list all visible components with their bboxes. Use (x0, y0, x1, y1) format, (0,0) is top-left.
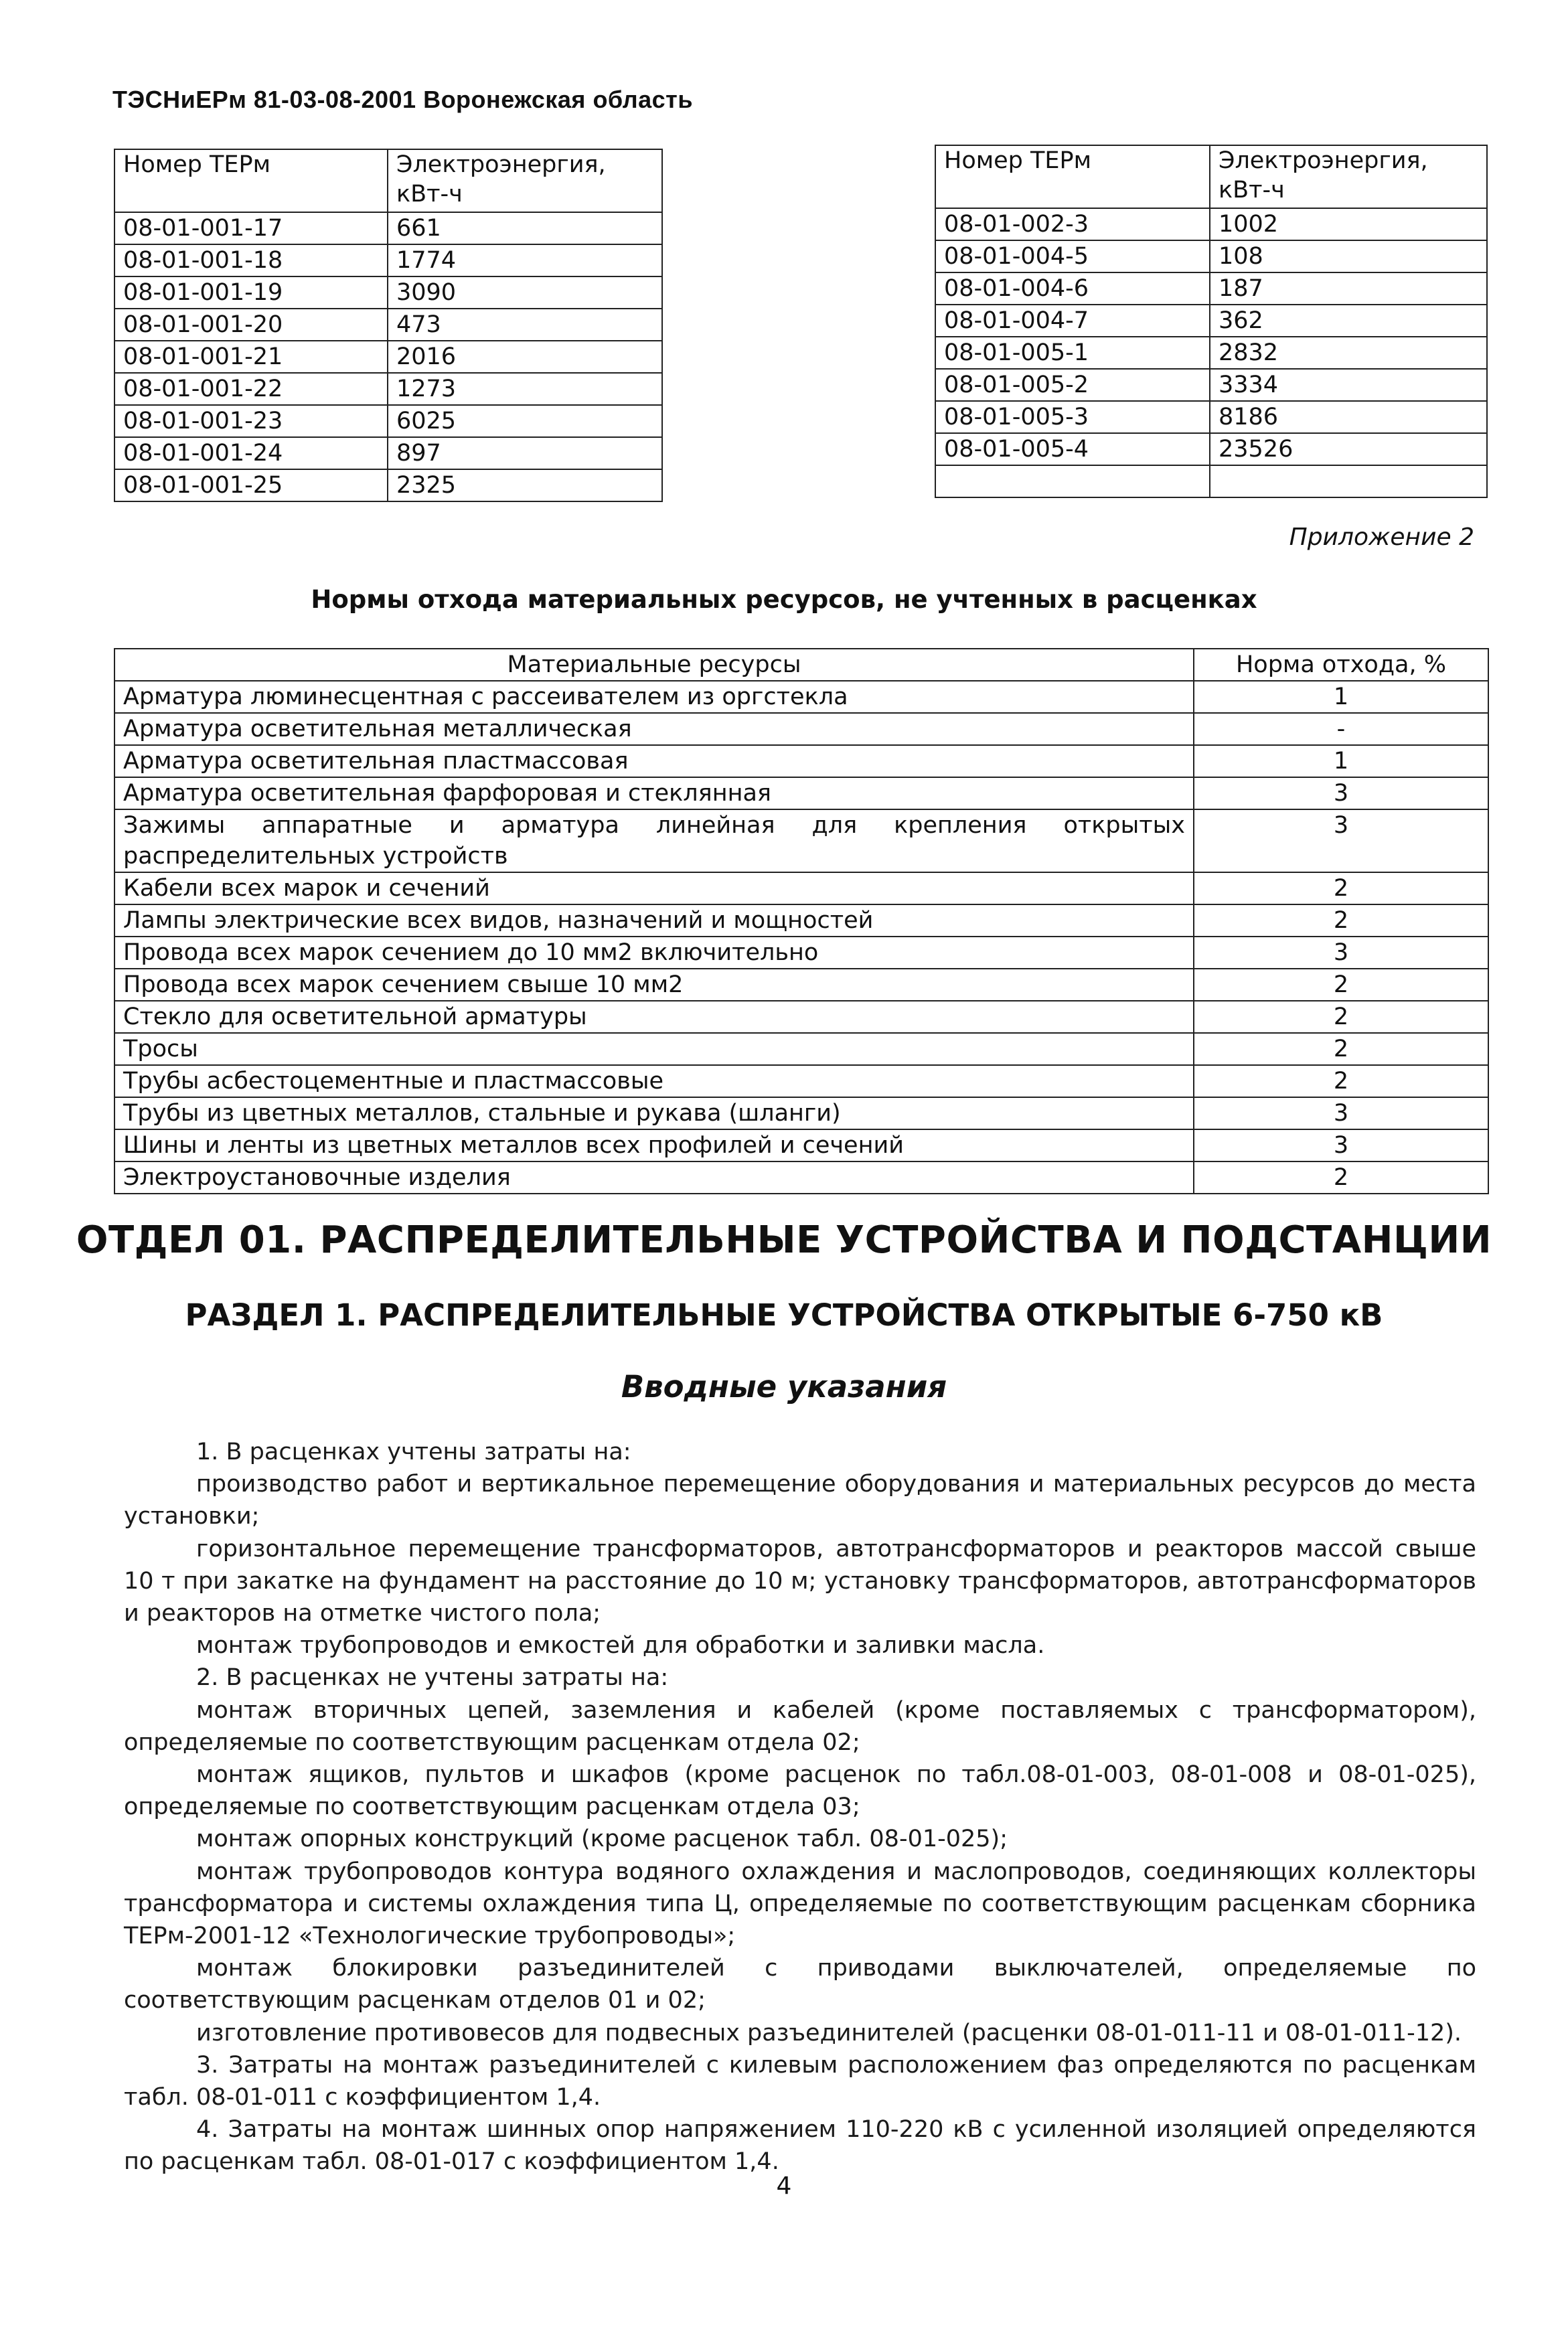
paragraph: производство работ и вертикальное перемещение оборудования и материальных ресурсов до места установки; (124, 1471, 1476, 1530)
norm-value: 2 (1194, 969, 1488, 1001)
table-row (114, 1129, 1488, 1161)
energy-value: 3334 (1210, 369, 1487, 401)
section-heading: РАЗДЕЛ 1. РАСПРЕДЕЛИТЕЛЬНЫЕ УСТРОЙСТВА ОТКРЫТЫЕ 6-750 кВ (185, 1297, 1383, 1333)
resource-name: Кабели всех марок и сечений (114, 872, 1194, 904)
term-code: 08-01-001-18 (114, 244, 388, 276)
term-code: 08-01-001-21 (114, 341, 388, 373)
table-row (114, 1001, 1488, 1033)
table-row (114, 469, 662, 501)
table-row (114, 777, 1488, 809)
paragraph: 1. В расценках учтены затраты на: (196, 1439, 631, 1465)
norm-value: 2 (1194, 1001, 1488, 1033)
table-row (114, 1065, 1488, 1097)
paragraph: монтаж трубопроводов контура водяного охлаждения и маслопроводов, соединяющих коллекторы трансформатора и системы охлаждения типа Ц, определяемые по соответствующим расценкам сборника ТЕРм-2001-12 «Технологические трубопроводы»; (124, 1858, 1476, 1950)
paragraph: 2. В расценках не учтены затраты на: (196, 1664, 669, 1692)
resource-name (114, 809, 1194, 872)
table-row (114, 437, 662, 469)
table-header-row (114, 149, 662, 212)
paragraph: монтаж опорных конструкций (кроме расценок табл. 08-01-025); (196, 1826, 1008, 1853)
table-row (114, 244, 662, 276)
energy-value: 8186 (1210, 401, 1487, 433)
term-code: 08-01-001-19 (114, 276, 388, 309)
col-header-resources: Материальные ресурсы (114, 649, 1194, 681)
energy-value: 473 (388, 309, 662, 341)
energy-table-right (935, 145, 1488, 498)
table-row (114, 969, 1488, 1001)
introductory-notes-body (124, 1436, 1476, 2178)
norm-value: 3 (1194, 809, 1488, 872)
energy-value: 108 (1210, 240, 1487, 272)
resource-name-line1: Зажимы аппаратные и арматура линейная для крепления открытых (123, 812, 1185, 839)
resource-name: Электроустановочные изделия (114, 1161, 1194, 1194)
term-code: 08-01-001-24 (114, 437, 388, 469)
norm-value: 2 (1194, 904, 1488, 937)
table-row-empty (935, 465, 1487, 497)
energy-value: 6025 (388, 405, 662, 437)
energy-value: 2016 (388, 341, 662, 373)
resource-name: Тросы (114, 1033, 1194, 1065)
resource-name: Трубы из цветных металлов, стальные и рукава (шланги) (114, 1097, 1194, 1129)
resource-name: Провода всех марок сечением свыше 10 мм2 (114, 969, 1194, 1001)
table-row (935, 240, 1487, 272)
norm-value: - (1194, 713, 1488, 745)
table-row (114, 373, 662, 405)
norms-title: Нормы отхода материальных ресурсов, не учтенных в расценках (311, 585, 1257, 614)
table-row (935, 337, 1487, 369)
col-header-energy-line1: Электроэнергия, (1219, 147, 1428, 174)
col-header-norm: Норма отхода, % (1194, 649, 1488, 681)
table-row (935, 305, 1487, 337)
energy-value: 2832 (1210, 337, 1487, 369)
empty-cell (1210, 465, 1487, 497)
resource-name: Трубы асбестоцементные и пластмассовые (114, 1065, 1194, 1097)
table-row (114, 809, 1488, 872)
norm-value: 1 (1194, 745, 1488, 777)
paragraph: монтаж вторичных цепей, заземления и кабелей (кроме поставляемых с трансформатором), определяемые по соответствующим расценкам отдела 02; (124, 1696, 1476, 1756)
col-header-energy-line2: кВт-ч (396, 181, 463, 208)
document-header: ТЭСНиЕРм 81-03-08-2001 Воронежская область (112, 86, 693, 113)
table-row (114, 745, 1488, 777)
introductory-notes-heading: Вводные указания (621, 1369, 947, 1404)
term-code: 08-01-001-25 (114, 469, 388, 501)
energy-value: 23526 (1210, 433, 1487, 465)
term-code: 08-01-004-5 (935, 240, 1210, 272)
paragraph: монтаж блокировки разъединителей с приводами выключателей, определяемые по соответствующим расценкам отделов 01 и 02; (124, 1955, 1476, 2014)
table-row (114, 1161, 1488, 1194)
table-row (114, 1033, 1488, 1065)
table-row (114, 405, 662, 437)
col-header-energy-line1: Электроэнергия, (396, 151, 606, 178)
paragraph: изготовление противовесов для подвесных разъединителей (расценки 08-01-011-11 и 08-01-011-12). (196, 2019, 1462, 2046)
term-code: 08-01-002-3 (935, 208, 1210, 240)
table-row (114, 872, 1488, 904)
norms-table (114, 648, 1489, 1194)
norm-value: 2 (1194, 1065, 1488, 1097)
paragraph: 4. Затраты на монтаж шинных опор напряжением 110-220 кВ с усиленной изоляцией определяются по расценкам табл. 08-01-017 с коэффициентом 1,4. (124, 2116, 1476, 2176)
table-header-row (935, 145, 1487, 208)
resource-name: Арматура осветительная пластмассовая (114, 745, 1194, 777)
term-code: 08-01-005-2 (935, 369, 1210, 401)
page-number: 4 (776, 2172, 792, 2200)
col-header-number: Номер ТЕРм (114, 149, 388, 212)
term-code: 08-01-005-4 (935, 433, 1210, 465)
table-row (114, 681, 1488, 713)
norm-value: 2 (1194, 872, 1488, 904)
table-row (114, 937, 1488, 969)
table-row (935, 272, 1487, 305)
department-heading: ОТДЕЛ 01. РАСПРЕДЕЛИТЕЛЬНЫЕ УСТРОЙСТВА И ПОДСТАНЦИИ (76, 1218, 1492, 1262)
table-header-row (114, 649, 1488, 681)
paragraph: монтаж трубопроводов и емкостей для обработки и заливки масла. (196, 1632, 1045, 1660)
resource-name: Арматура люминесцентная с рассеивателем из оргстекла (114, 681, 1194, 713)
col-header-energy (1210, 145, 1487, 208)
energy-value: 661 (388, 212, 662, 244)
empty-cell (935, 465, 1210, 497)
resource-name: Шины и ленты из цветных металлов всех профилей и сечений (114, 1129, 1194, 1161)
paragraph: 3. Затраты на монтаж разъединителей с килевым расположением фаз определяются по расценкам табл. 08-01-011 с коэффициентом 1,4. (124, 2051, 1476, 2111)
energy-value: 3090 (388, 276, 662, 309)
norm-value: 3 (1194, 937, 1488, 969)
term-code: 08-01-001-22 (114, 373, 388, 405)
table-row (114, 276, 662, 309)
resource-name: Стекло для осветительной арматуры (114, 1001, 1194, 1033)
table-row (114, 212, 662, 244)
table-row (114, 904, 1488, 937)
term-code: 08-01-001-20 (114, 309, 388, 341)
table-row (935, 369, 1487, 401)
norm-value: 2 (1194, 1161, 1488, 1194)
energy-value: 1273 (388, 373, 662, 405)
term-code: 08-01-001-17 (114, 212, 388, 244)
table-row (935, 208, 1487, 240)
energy-table-left (114, 149, 663, 502)
energy-value: 897 (388, 437, 662, 469)
norm-value: 3 (1194, 1129, 1488, 1161)
paragraph: горизонтальное перемещение трансформаторов, автотрансформаторов и реакторов массой свыше 10 т при закатке на фундамент на расстояние до 10 м; установку трансформаторов, автотрансформаторов и реакторов на отметке чистого пола; (124, 1535, 1476, 1627)
energy-value: 1002 (1210, 208, 1487, 240)
term-code: 08-01-001-23 (114, 405, 388, 437)
term-code: 08-01-005-1 (935, 337, 1210, 369)
col-header-energy (388, 149, 662, 212)
table-row (935, 401, 1487, 433)
resource-name: Лампы электрические всех видов, назначений и мощностей (114, 904, 1194, 937)
norm-value: 3 (1194, 1097, 1488, 1129)
col-header-energy-line2: кВт-ч (1219, 177, 1285, 204)
table-row (935, 433, 1487, 465)
energy-value: 362 (1210, 305, 1487, 337)
term-code: 08-01-004-6 (935, 272, 1210, 305)
table-row (114, 1097, 1488, 1129)
table-row (114, 341, 662, 373)
resource-name-line2: распределительных устройств (123, 843, 508, 870)
energy-value: 1774 (388, 244, 662, 276)
norm-value: 2 (1194, 1033, 1488, 1065)
table-row (114, 713, 1488, 745)
energy-value: 2325 (388, 469, 662, 501)
norm-value: 1 (1194, 681, 1488, 713)
table-row (114, 309, 662, 341)
term-code: 08-01-005-3 (935, 401, 1210, 433)
paragraph: монтаж ящиков, пультов и шкафов (кроме расценок по табл.08-01-003, 08-01-008 и 08-01-025), определяемые по соответствующим расценкам отдела 03; (124, 1761, 1476, 1821)
norm-value: 3 (1194, 777, 1488, 809)
energy-value: 187 (1210, 272, 1487, 305)
term-code: 08-01-004-7 (935, 305, 1210, 337)
appendix-label: Приложение 2 (1289, 524, 1474, 551)
resource-name: Арматура осветительная металлическая (114, 713, 1194, 745)
resource-name: Арматура осветительная фарфоровая и стеклянная (114, 777, 1194, 809)
col-header-number: Номер ТЕРм (935, 145, 1210, 208)
resource-name: Провода всех марок сечением до 10 мм2 включительно (114, 937, 1194, 969)
